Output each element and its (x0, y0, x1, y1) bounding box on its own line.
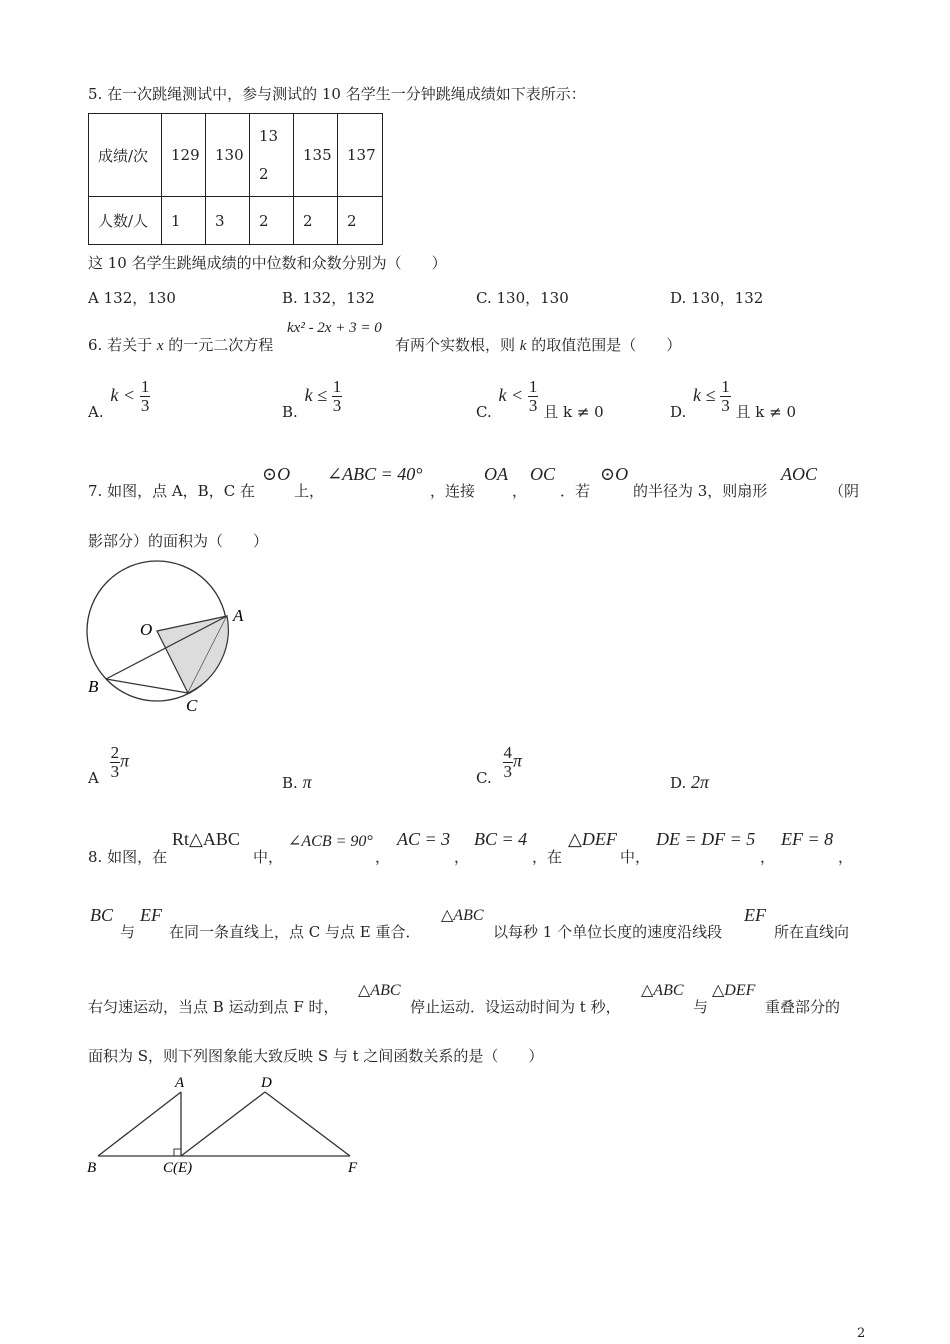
q7-circle-o: ⊙O (262, 464, 291, 484)
label-c: C (186, 696, 198, 715)
table-header-score: 成绩/次 (89, 114, 162, 197)
q8-l1-e: ，在 (532, 848, 563, 866)
table-cell: 130 (206, 114, 250, 197)
q6-var-k: k (519, 338, 527, 354)
frac-den: 3 (332, 396, 342, 415)
q8-bc: BC = 4 (474, 829, 528, 849)
frac-den: 3 (503, 762, 512, 781)
q7-text-3: ，连接 (430, 482, 476, 500)
fraction (332, 378, 343, 415)
option-letter: C. (476, 768, 492, 787)
q5-option-d: D. 130，132 (670, 289, 764, 307)
label-ce: C(E) (163, 1160, 193, 1176)
q7-text-6: （阴 (829, 482, 860, 500)
q7-comma: ， (512, 482, 528, 500)
q6-stem-tail (395, 334, 681, 355)
page-number: 2 (857, 1326, 866, 1341)
q5-stem: 5. 在一次跳绳测试中，参与测试的 10 名学生一分钟跳绳成绩如下表所示： (88, 85, 586, 103)
q8-abc-1: △ABC (441, 907, 484, 924)
q8-l2-b: 在同一条直线上，点 C 与点 E 重合． (169, 923, 421, 941)
q5-option-c: C. 130，130 (476, 289, 569, 307)
q8-ef-3: EF (744, 905, 766, 925)
q7-text-5: 的半径为 3，则扇形 (633, 482, 768, 500)
table-cell: 2 (338, 197, 383, 245)
q8-def-2: △DEF (712, 982, 756, 999)
label-d: D (261, 1075, 272, 1091)
table-cell: 3 (206, 197, 250, 245)
segment-ed (181, 1092, 265, 1156)
q7-oc: OC (530, 464, 556, 484)
option-lhs: k < (498, 384, 524, 405)
table-cell: 135 (294, 114, 338, 197)
label-b: B (87, 1160, 97, 1176)
q6-stem (88, 334, 273, 355)
option-letter: A (88, 768, 99, 787)
q6-option-c (476, 378, 604, 422)
q7-text-1: 7. 如图，点 A，B，C 在 (88, 482, 255, 500)
q8-l1-a: 8. 如图，在 (88, 848, 168, 866)
q7-text-4: ．若 (560, 482, 591, 500)
option-letter: B. (282, 402, 298, 421)
score-table (88, 113, 383, 245)
q8-def: △DEF (568, 829, 617, 849)
q7-text-2: 上， (294, 482, 325, 500)
q6-var-x: x (156, 338, 164, 354)
option-lhs: k ≤ (693, 384, 716, 405)
q6-option-d (670, 378, 796, 422)
q8-l1-b: 中， (253, 848, 284, 866)
q7-option-d (670, 772, 709, 793)
option-lhs: k < (110, 384, 136, 405)
q8-abc-2: △ABC (358, 982, 401, 999)
q6-equation: kx² - 2x + 3 = 0 (287, 320, 382, 336)
label-a: A (233, 606, 244, 625)
q7-circle-o-2: ⊙O (600, 464, 629, 484)
frac-num: 1 (528, 377, 538, 396)
fraction (503, 744, 514, 781)
q6-text: 有两个实数根，则 (395, 336, 520, 354)
q7-circle-figure (80, 555, 260, 720)
q7-option-b (282, 772, 312, 793)
q8-l2-d: 所在直线向 (774, 923, 850, 941)
q8-l1-g: ， (760, 848, 776, 866)
q8-l3-c: 与 (693, 998, 709, 1016)
q7-oa: OA (484, 464, 508, 484)
q7-sector-aoc: AOC (781, 464, 817, 484)
label-a: A (175, 1075, 185, 1091)
frac-den: 3 (110, 762, 120, 781)
q8-l3-d: 重叠部分的 (765, 998, 841, 1016)
q8-l3-b: 停止运动．设运动时间为 t 秒， (410, 998, 621, 1016)
fraction (720, 378, 731, 415)
q8-ef-2: EF (140, 905, 162, 925)
q8-l2-c: 以每秒 1 个单位长度的速度沿线段 (493, 923, 723, 941)
option-tail: 且 k ≠ 0 (543, 402, 604, 421)
option-letter: D. (670, 774, 687, 792)
table-cell: 2 (294, 197, 338, 245)
fraction (528, 378, 539, 415)
q6-text: 的取值范围是（ ） (526, 336, 682, 354)
right-angle-mark (174, 1149, 181, 1156)
frac-den: 3 (721, 396, 730, 415)
option-lhs: k ≤ (304, 384, 327, 405)
option-tail: 且 k ≠ 0 (735, 402, 796, 421)
table-cell: 1 (162, 197, 206, 245)
q8-ac: AC = 3 (397, 829, 451, 849)
frac-num: 1 (332, 377, 342, 396)
q8-l3-a: 右匀速运动，当点 B 运动到点 F 时， (88, 998, 339, 1016)
q8-rt-abc: Rt△ABC (172, 829, 240, 849)
label-o: O (140, 620, 153, 639)
q7-option-c (476, 744, 522, 787)
segment-ba (98, 1092, 181, 1156)
q6-text: 6. 若关于 (88, 336, 157, 354)
q8-l2-a: 与 (120, 923, 136, 941)
option-letter: D. (670, 402, 687, 421)
frac-num: 1 (721, 377, 730, 396)
q7-option-a (88, 744, 129, 787)
option-letter: C. (476, 402, 492, 421)
q6-option-b (282, 378, 342, 421)
q5-option-b: B. 132，132 (282, 289, 375, 307)
q6-option-a (88, 378, 150, 421)
q8-l4: 面积为 S，则下列图象能大致反映 S 与 t 之间函数关系的是（ ） (88, 1047, 544, 1065)
q8-ef: EF = 8 (781, 829, 834, 849)
q7-angle: ∠ABC = 40° (327, 464, 423, 484)
label-f: F (348, 1160, 358, 1176)
label-b: B (88, 677, 99, 696)
q8-bc-2: BC (90, 905, 114, 925)
q6-text: 的一元二次方程 (163, 336, 274, 354)
table-cell: 13 2 (250, 114, 294, 197)
q5-option-a: A 132，130 (88, 289, 176, 307)
table-header-count: 人数/人 (89, 197, 162, 245)
table-cell: 137 (338, 114, 383, 197)
fraction (140, 378, 151, 415)
segment-df (265, 1092, 350, 1156)
option-value: π (302, 772, 312, 792)
q5-question: 这 10 名学生跳绳成绩的中位数和众数分别为（ ） (88, 254, 447, 272)
segment-bc (106, 679, 188, 693)
table-cell: 129 (162, 114, 206, 197)
q8-de-df: DE = DF = 5 (656, 829, 756, 849)
option-value: 2π (691, 772, 710, 792)
q8-triangle-figure (80, 1068, 380, 1180)
frac-num: 2 (110, 743, 120, 762)
table-cell: 2 (250, 197, 294, 245)
q8-l1-c: ， (375, 848, 391, 866)
q8-l1-h: ， (838, 848, 854, 866)
frac-den: 3 (140, 396, 150, 415)
option-pi: π (513, 750, 523, 771)
option-pi: π (120, 750, 130, 771)
option-letter: B. (282, 774, 298, 792)
frac-num: 4 (503, 743, 512, 762)
q7-line-2: 影部分）的面积为（ ） (88, 532, 269, 550)
frac-den: 3 (528, 396, 538, 415)
q8-abc-3: △ABC (641, 982, 684, 999)
q8-angle-acb: ∠ACB = 90° (288, 833, 373, 850)
frac-num: 1 (140, 377, 150, 396)
option-letter: A. (88, 402, 104, 421)
fraction (110, 744, 121, 781)
q8-l1-f: 中， (620, 848, 651, 866)
q8-l1-d: ， (454, 848, 470, 866)
